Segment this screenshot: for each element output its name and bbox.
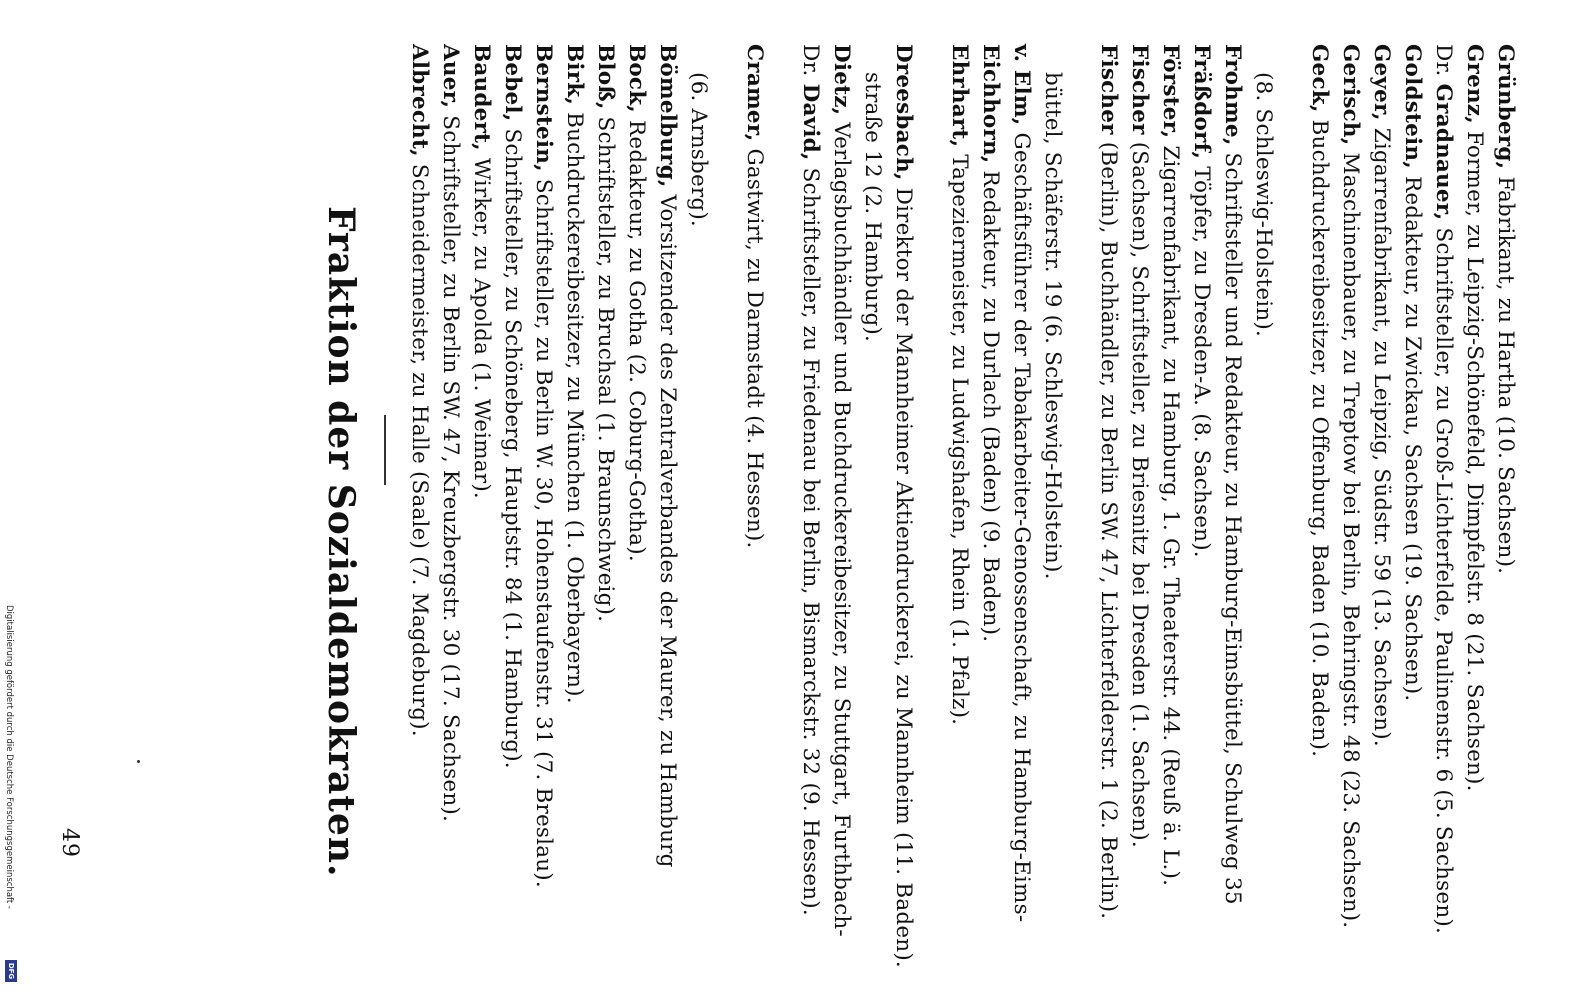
member-entry-line [1368, 44, 1394, 747]
member-name: Fräßdorf, [1189, 44, 1214, 160]
member-details: Former, zu Leipzig-Schönefeld, Dimpfelstr. 8 (21. Sachsen). [1462, 123, 1487, 792]
member-name: Geck, [1307, 44, 1332, 113]
member-name: Bömelburg, [655, 44, 680, 188]
member-entry-line [1188, 44, 1214, 558]
member-entry-line [685, 72, 711, 227]
member-name: Birk, [562, 44, 587, 106]
member-entry-line [890, 44, 916, 968]
member-details: Schriftsteller, zu Groß-Lichterfelde, Paulinenstr. 6 (5. Sachsen). [1431, 220, 1456, 934]
member-details: Schriftsteller, zu Bruchsal (1. Braunschweig). [593, 109, 618, 623]
member-details: (6. Arnsberg). [686, 72, 711, 227]
member-entry-line [797, 44, 823, 916]
member-name: Geyer, [1369, 44, 1394, 121]
member-details: (Berlin), Buchhändler, zu Berlin SW. 47, Lichterfelderstr. 1 (2. Berlin). [1096, 134, 1121, 920]
member-name: Ehrhart, [947, 44, 972, 148]
member-details: Schriftsteller, zu Berlin SW. 47, Kreuzbergstr. 30 (17. Sachsen). [438, 108, 463, 823]
member-details: Redakteur, zu Durlach (Baden) (9. Baden). [978, 163, 1003, 643]
member-entry-line [859, 72, 885, 342]
member-details: büttel, Schäferstr. 19 (6. Schleswig-Holstein). [1040, 72, 1065, 580]
member-details: Gastwirt, zu Darmstadt (4. Hessen). [742, 141, 767, 549]
member-entry-line [592, 44, 618, 622]
member-entry-line [499, 44, 525, 769]
member-entry-line [1039, 72, 1065, 580]
member-details: Vorsitzender des Zentralverbandes der Maurer, zu Hamburg [655, 187, 680, 868]
digitization-note: Digitalisierung gefördert durch die Deutsche Forschungsgemeinschaft - [4, 605, 14, 909]
member-entry-line [1461, 44, 1487, 792]
member-details: Buchdruckereibesitzer, zu München (1. Oberbayern). [562, 105, 587, 704]
member-entry-line [1492, 44, 1518, 574]
member-details: Direktor der Mannheimer Aktiendruckerei, zu Mannheim (11. Baden). [891, 180, 916, 968]
member-name: Bernstein, [531, 44, 556, 172]
member-name: Gradnauer, [1431, 83, 1456, 221]
member-name: Bloß, [593, 44, 618, 110]
member-details: Schriftsteller, zu Schöneberg, Hauptstr. 84 (1. Hamburg). [500, 121, 525, 769]
member-entry-line [1250, 72, 1276, 337]
member-entry-line [654, 44, 680, 868]
member-details: Verlagsbuchhändler und Buchdruckereibesitzer, zu Stuttgart, Furthbach- [829, 115, 854, 937]
member-entry-line [741, 44, 767, 549]
member-entry-line [1219, 44, 1245, 905]
member-entry-line [1306, 44, 1332, 757]
member-entry-line [1095, 44, 1121, 919]
member-name: Eichhorn, [978, 44, 1003, 164]
member-details: Wirker, zu Apolda (1. Weimar). [469, 150, 494, 499]
member-details: Tapeziermeister, zu Ludwigshafen, Rhein (1. Pfalz). [947, 147, 972, 726]
member-name: Grünberg, [1493, 44, 1518, 170]
member-name: Baudert, [469, 44, 494, 151]
member-name: Goldstein, [1400, 44, 1425, 169]
member-name: Grenz, [1462, 44, 1487, 124]
member-entry-line [530, 44, 556, 888]
member-name: Bock, [624, 44, 649, 113]
member-details: (8. Schleswig-Holstein). [1251, 72, 1276, 338]
member-name: David, [798, 83, 823, 161]
member-entry-line [828, 44, 854, 937]
member-entry-line [561, 44, 587, 704]
member-details: Schriftsteller und Redakteur, zu Hamburg-Eimsbüttel, Schulweg 35 [1220, 145, 1245, 905]
title-prefix: Dr. [798, 44, 823, 84]
member-details: Schneidermeister, zu Halle (Saale) (7. Magdeburg). [407, 156, 432, 737]
member-details: Schriftsteller, zu Berlin W. 30, Hohenstaufenstr. 31 (7. Breslau). [531, 171, 556, 888]
member-entry-line [406, 44, 432, 737]
member-entry-line [1399, 44, 1425, 701]
member-details: Fabrikant, zu Hartha (10. Sachsen). [1493, 169, 1518, 575]
member-details: Zigarrenfabrikant, zu Leipzig, Südstr. 59 (13. Sachsen). [1369, 120, 1394, 747]
member-name: Dreesbach, [891, 44, 916, 181]
title-prefix: Dr. [1431, 44, 1456, 84]
page-number: 49 [57, 828, 82, 858]
member-name: Gerisch, [1338, 44, 1363, 146]
member-details: Zigarrenfabrikant, zu Hamburg, 1. Gr. Theaterstr. 44. (Reuß ä. L.). [1158, 138, 1183, 887]
member-entry-line [1008, 44, 1034, 922]
member-details: Redakteur, zu Gotha (2. Coburg-Gotha). [624, 113, 649, 562]
member-name: Bebel, [500, 44, 525, 122]
member-entry-line [437, 44, 463, 822]
member-entry-line [1157, 44, 1183, 886]
member-details: (Sachsen), Schriftsteller, zu Briesnitz bei Dresden (1. Sachsen). [1127, 134, 1152, 848]
member-entry-line [1430, 44, 1456, 934]
dfg-logo: DFG [5, 960, 17, 982]
page-title: Fraktion der Sozialdemokraten. [320, 206, 362, 878]
member-entry-line [623, 44, 649, 562]
member-name: Dietz, [829, 44, 854, 116]
member-name: Fischer [1127, 44, 1152, 135]
scan-speck [137, 760, 140, 763]
member-entry-line [946, 44, 972, 725]
member-details: Maschinenbauer, zu Treptow bei Berlin, Behringstr. 48 (23. Sachsen). [1338, 145, 1363, 929]
member-entry-line [977, 44, 1003, 642]
member-name: v. Elm, [1009, 44, 1034, 126]
member-details: Schriftsteller, zu Friedenau bei Berlin, Bismarckstr. 32 (9. Hessen). [798, 160, 823, 916]
member-name: Albrecht, [407, 44, 432, 157]
member-name: Förster, [1158, 44, 1183, 139]
member-entry-line [1126, 44, 1152, 848]
member-name: Auer, [438, 44, 463, 109]
member-name: Frohme, [1220, 44, 1245, 146]
member-details: Redakteur, zu Zwickau, Sachsen (19. Sachsen). [1400, 168, 1425, 702]
member-entry-line [1337, 44, 1363, 928]
member-entry-line [468, 44, 494, 499]
member-details: straße 12 (2. Hamburg). [860, 72, 885, 343]
member-details: Buchdruckereibesitzer, zu Offenburg, Baden (10. Baden). [1307, 112, 1332, 758]
member-name: Cramer, [742, 44, 767, 142]
member-details: Töpfer, zu Dresden-A. (8. Sachsen). [1189, 159, 1214, 558]
member-details: Geschäftsführer der Tabakarbeiter-Genossenschaft, zu Hamburg-Eims- [1009, 125, 1034, 923]
member-name: Fischer [1096, 44, 1121, 135]
title-divider [384, 415, 386, 485]
